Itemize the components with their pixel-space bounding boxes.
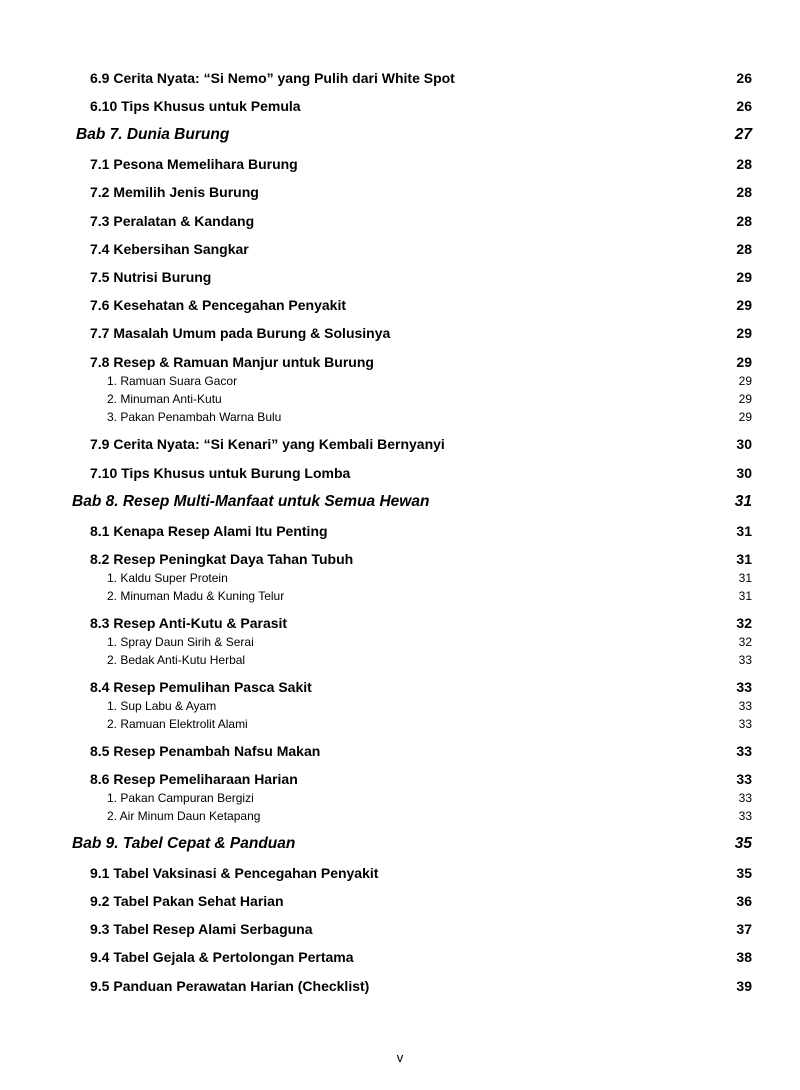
toc-entry-page: 31 xyxy=(736,523,752,539)
toc-entry-page: 26 xyxy=(736,70,752,86)
toc-entry-title: Bab 7. Dunia Burung xyxy=(76,126,230,143)
toc-item[interactable] xyxy=(0,809,800,824)
toc-item[interactable] xyxy=(0,571,800,586)
toc-entry-title: 1. Sup Labu & Ayam xyxy=(107,699,217,713)
toc-entry-page: 28 xyxy=(736,213,752,229)
toc-section[interactable] xyxy=(0,743,800,761)
toc-entry-title: 8.6 Resep Pemeliharaan Harian xyxy=(90,771,298,787)
toc-section[interactable] xyxy=(0,98,800,116)
toc-entry-page: 33 xyxy=(738,717,752,731)
toc-entry-page: 33 xyxy=(736,679,752,695)
toc-section[interactable] xyxy=(0,213,800,231)
toc-chapter[interactable] xyxy=(0,126,800,146)
page-number: v xyxy=(396,1050,404,1065)
toc-entry-page: 33 xyxy=(736,743,752,759)
toc-entry-title: 7.9 Cerita Nyata: “Si Kenari” yang Kembali Bernyanyi xyxy=(90,436,445,452)
toc-entry-page: 31 xyxy=(738,589,752,603)
toc-section[interactable] xyxy=(0,325,800,343)
toc-entry-title: 2. Ramuan Elektrolit Alami xyxy=(107,717,248,731)
toc-entry-page: 36 xyxy=(736,893,752,909)
toc-entry-page: 37 xyxy=(736,921,752,937)
toc-section[interactable] xyxy=(0,269,800,287)
toc-entry-page: 33 xyxy=(738,653,752,667)
toc-entry-title: 2. Minuman Anti-Kutu xyxy=(107,392,222,406)
toc-section[interactable] xyxy=(0,771,800,789)
toc-entry-title: 6.10 Tips Khusus untuk Pemula xyxy=(90,98,301,114)
toc-section[interactable] xyxy=(0,865,800,883)
toc-entry-page: 30 xyxy=(736,436,752,452)
toc-section[interactable] xyxy=(0,297,800,315)
toc-entry-page: 30 xyxy=(736,465,752,481)
toc-entry-page: 33 xyxy=(738,809,752,823)
toc-entry-page: 33 xyxy=(738,699,752,713)
toc-entry-page: 31 xyxy=(738,571,752,585)
toc-section[interactable] xyxy=(0,184,800,202)
toc-entry-page: 32 xyxy=(738,635,752,649)
toc-entry-title: 6.9 Cerita Nyata: “Si Nemo” yang Pulih dari White Spot xyxy=(90,70,455,86)
toc-section[interactable] xyxy=(0,523,800,541)
toc-entry-title: 8.1 Kenapa Resep Alami Itu Penting xyxy=(90,523,328,539)
toc-entry-title: 8.3 Resep Anti-Kutu & Parasit xyxy=(90,615,288,631)
toc-item[interactable] xyxy=(0,589,800,604)
toc-section[interactable] xyxy=(0,436,800,454)
toc-entry-page: 28 xyxy=(736,156,752,172)
toc-section[interactable] xyxy=(0,679,800,697)
toc-entry-title: 9.5 Panduan Perawatan Harian (Checklist) xyxy=(90,978,370,994)
toc-entry-page: 28 xyxy=(736,241,752,257)
toc-item[interactable] xyxy=(0,410,800,425)
toc-entry-page: 29 xyxy=(736,269,752,285)
toc-entry-title: 7.6 Kesehatan & Pencegahan Penyakit xyxy=(90,297,346,313)
toc-entry-title: 9.2 Tabel Pakan Sehat Harian xyxy=(90,893,284,909)
toc-entry-title: 9.3 Tabel Resep Alami Serbaguna xyxy=(90,921,313,937)
toc-entry-page: 32 xyxy=(736,615,752,631)
toc-item[interactable] xyxy=(0,717,800,732)
toc-entry-title: 1. Pakan Campuran Bergizi xyxy=(107,791,254,805)
toc-entry-page: 39 xyxy=(736,978,752,994)
toc-entry-page: 33 xyxy=(738,791,752,805)
toc-entry-page: 27 xyxy=(734,126,752,143)
toc-item[interactable] xyxy=(0,699,800,714)
toc-entry-page: 29 xyxy=(738,392,752,406)
toc-entry-title: 2. Air Minum Daun Ketapang xyxy=(107,809,261,823)
toc-entry-title: 1. Ramuan Suara Gacor xyxy=(107,374,238,388)
toc-item[interactable] xyxy=(0,374,800,389)
toc-entry-title: 8.2 Resep Peningkat Daya Tahan Tubuh xyxy=(90,551,354,567)
toc-entry-page: 38 xyxy=(736,949,752,965)
toc-entry-title: 7.10 Tips Khusus untuk Burung Lomba xyxy=(90,465,351,481)
toc-entry-title: 2. Minuman Madu & Kuning Telur xyxy=(107,589,285,603)
toc-entry-title: 7.3 Peralatan & Kandang xyxy=(90,213,255,229)
toc-item[interactable] xyxy=(0,392,800,407)
toc-entry-title: 9.4 Tabel Gejala & Pertolongan Pertama xyxy=(90,949,354,965)
toc-entry-page: 29 xyxy=(736,297,752,313)
toc-entry-title: 8.5 Resep Penambah Nafsu Makan xyxy=(90,743,321,759)
toc-section[interactable] xyxy=(0,893,800,911)
toc-entry-page: 35 xyxy=(736,865,752,881)
toc-entry-title: 7.2 Memilih Jenis Burung xyxy=(90,184,259,200)
toc-section[interactable] xyxy=(0,978,800,996)
toc-section[interactable] xyxy=(0,615,800,633)
toc-entry-title: 9.1 Tabel Vaksinasi & Pencegahan Penyakit xyxy=(90,865,379,881)
toc-entry-title: 7.1 Pesona Memelihara Burung xyxy=(90,156,298,172)
toc-entry-title: 7.4 Kebersihan Sangkar xyxy=(90,241,249,257)
toc-entry-title: Bab 8. Resep Multi-Manfaat untuk Semua Hewan xyxy=(72,493,430,510)
toc-section[interactable] xyxy=(0,949,800,967)
toc-entry-page: 31 xyxy=(736,551,752,567)
toc-entry-title: 1. Spray Daun Sirih & Serai xyxy=(107,635,254,649)
toc-section[interactable] xyxy=(0,156,800,174)
toc-entry-page: 29 xyxy=(738,410,752,424)
toc-entry-title: 3. Pakan Penambah Warna Bulu xyxy=(107,410,282,424)
toc-item[interactable] xyxy=(0,791,800,806)
toc-entry-title: 8.4 Resep Pemulihan Pasca Sakit xyxy=(90,679,312,695)
toc-section[interactable] xyxy=(0,354,800,372)
toc-entry-title: 1. Kaldu Super Protein xyxy=(107,571,228,585)
toc-section[interactable] xyxy=(0,551,800,569)
toc-entry-title: 7.7 Masalah Umum pada Burung & Solusinya xyxy=(90,325,391,341)
toc-item[interactable] xyxy=(0,635,800,650)
toc-entry-title: 2. Bedak Anti-Kutu Herbal xyxy=(107,653,246,667)
toc-entry-page: 26 xyxy=(736,98,752,114)
toc-entry-page: 31 xyxy=(734,493,752,510)
toc-entry-page: 29 xyxy=(736,325,752,341)
toc-section[interactable] xyxy=(0,70,800,88)
toc-entry-page: 29 xyxy=(736,354,752,370)
toc-entry-title: 7.8 Resep & Ramuan Manjur untuk Burung xyxy=(90,354,374,370)
toc-section[interactable] xyxy=(0,241,800,259)
toc-entry-title: 7.5 Nutrisi Burung xyxy=(90,269,212,285)
toc-chapter[interactable] xyxy=(0,835,800,855)
toc-entry-page: 35 xyxy=(734,835,752,852)
toc-section[interactable] xyxy=(0,921,800,939)
toc-entry-page: 28 xyxy=(736,184,752,200)
toc-item[interactable] xyxy=(0,653,800,668)
toc-entry-page: 33 xyxy=(736,771,752,787)
toc-chapter[interactable] xyxy=(0,493,800,513)
toc-entry-title: Bab 9. Tabel Cepat & Panduan xyxy=(72,835,296,852)
toc-entry-page: 29 xyxy=(738,374,752,388)
toc-section[interactable] xyxy=(0,465,800,483)
